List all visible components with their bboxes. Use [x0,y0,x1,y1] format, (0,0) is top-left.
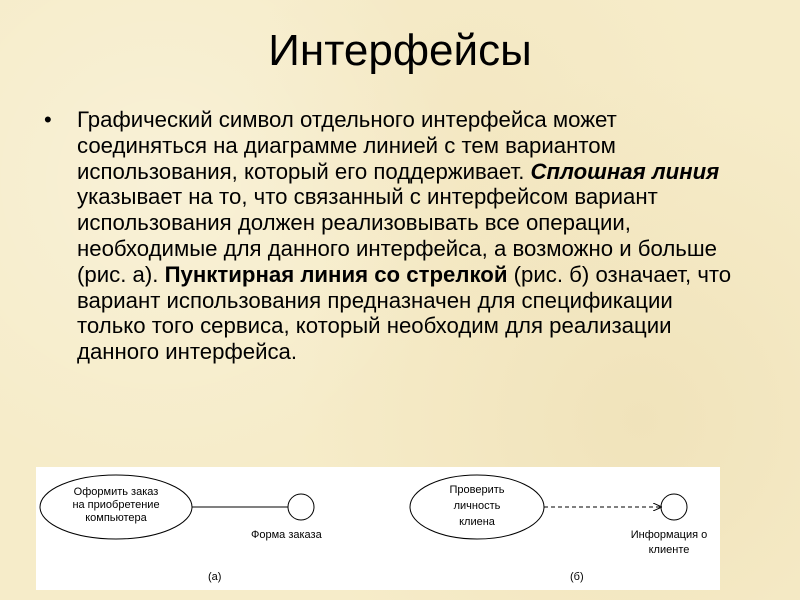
usecase-b-line1: Проверить [449,484,505,496]
usecase-b-line3: клиена [459,516,495,528]
text-dashed-line: Пунктирная линия со стрелкой [164,261,508,287]
text-part-5: (рис. б) означает, что вариант использования предназначен для спецификации только того сервиса, который необходим для реализации данного интерфейса. [77,261,732,365]
diagram-svg [36,467,720,590]
usecase-a-line3: компьютера [85,512,147,524]
bullet-dot-icon: • [44,107,52,132]
usecase-a-line1: Оформить заказ [73,486,159,498]
interface-b-label-line1: Информация о [630,529,708,541]
text-part-1: Графический символ отдельного интерфейса может соединяться на диаграмме линией с тем вариантом использования, который его поддерживает. [77,107,617,184]
text-solid-line: Сплошная линия [530,158,720,184]
caption-a: (а) [208,571,222,583]
text-part-3: указывает на то, что связанный с интерфейсом вариант использования должен реализовывать все операции, необходимые для данного интерфейса, а возможно и больше (рис. а). [77,184,717,287]
usecase-a-line2: на приобретение [72,499,160,511]
caption-b: (б) [570,571,584,583]
bullet-paragraph [77,107,742,365]
usecase-b-line2: личность [453,500,501,512]
interface-b-label-line2: клиенте [648,544,690,556]
interface-a-label: Форма заказа [251,529,322,541]
diagram-figure [36,467,720,590]
interface-circle-b [661,494,687,520]
interface-circle-a [288,494,314,520]
slide-title: Интерфейсы [268,26,532,75]
